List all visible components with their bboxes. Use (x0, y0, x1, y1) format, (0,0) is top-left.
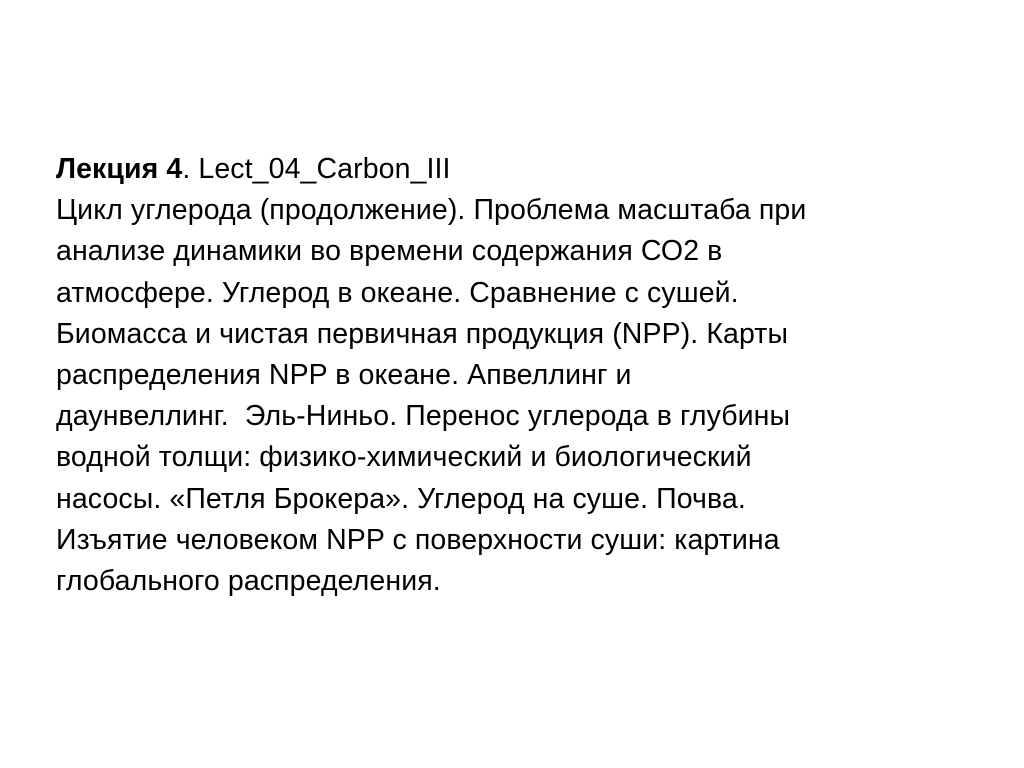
lecture-heading-line (56, 149, 996, 190)
description-line-8: насосы. «Петля Брокера». Углерод на суше. Почва. (56, 482, 746, 515)
description-line-7: водной толщи: физико-химический и биологический (56, 441, 752, 474)
lecture-code: Lect_04_Carbon_III (190, 153, 451, 185)
lecture-number: Лекция 4 (56, 153, 183, 185)
description-line-3: атмосфере. Углерод в океане. Сравнение с сушей. (56, 276, 739, 309)
description-line-9: Изъятие человеком NPP с поверхности суши: картина (56, 523, 780, 556)
description-line-2: анализе динамики во времени содержания СО2 в (56, 235, 723, 268)
description-line-10: глобального распределения. (56, 565, 441, 598)
lecture-separator: . (182, 153, 191, 185)
description-line-6: даунвеллинг. Эль-Ниньо. Перенос углерода в глубины (56, 400, 791, 433)
description-line-5: распределения NPP в океане. Апвеллинг и (56, 359, 632, 392)
description-line-4: Биомасса и чистая первичная продукция (NPP). Карты (56, 317, 789, 350)
lecture-description (56, 149, 996, 602)
description-line-1: Цикл углерода (продолжение). Проблема масштаба при (56, 194, 807, 227)
